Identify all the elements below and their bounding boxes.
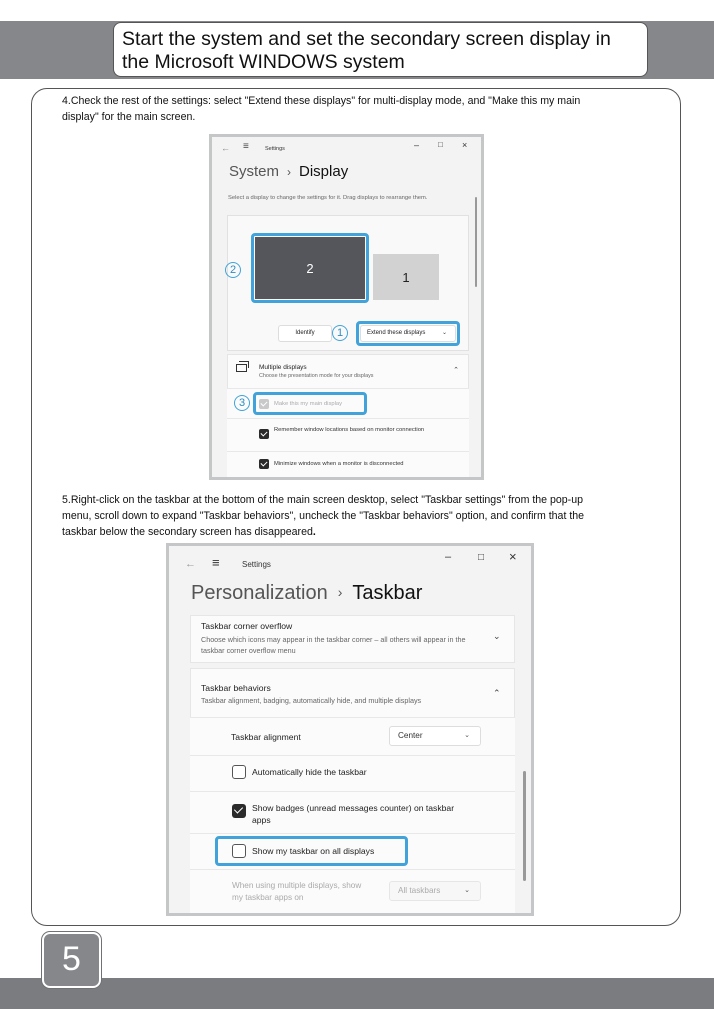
minimize-windows-checkbox[interactable]	[259, 459, 269, 469]
back-arrow-icon[interactable]: ←	[221, 143, 230, 153]
minimize-windows-label: Minimize windows when a monitor is disconnected	[274, 461, 404, 467]
footer-band	[0, 978, 714, 1009]
maximize-icon[interactable]: □	[478, 552, 485, 563]
corner-overflow-title: Taskbar corner overflow	[201, 621, 293, 631]
title-line-2: the Microsoft WINDOWS system	[122, 51, 405, 73]
step-5-period: .	[312, 526, 316, 538]
breadcrumb	[191, 582, 422, 605]
multiple-displays-icon	[236, 364, 247, 372]
step-4-line-1: 4.Check the rest of the settings: select "Extend these displays" for multi-display mode, and "Make this my main	[62, 95, 581, 107]
highlight-display-mode	[356, 321, 460, 346]
chevron-down-icon: ⌄	[464, 887, 470, 894]
remember-locations-label: Remember window locations based on monitor connection	[274, 427, 425, 433]
multi-display-apps-dropdown[interactable]	[389, 881, 481, 901]
callout-badge-3: 3	[234, 395, 250, 411]
back-arrow-icon[interactable]: ←	[185, 558, 196, 570]
taskbar-alignment-value: Center	[398, 731, 423, 740]
minimize-icon[interactable]: –	[445, 551, 452, 563]
make-main-display-label: Make this my main display	[274, 401, 342, 407]
step-4-line-2: display" for the main screen.	[62, 111, 196, 123]
multi-display-apps-label: When using multiple displays, show my taskbar apps on	[232, 881, 362, 902]
autohide-checkbox[interactable]	[232, 765, 246, 779]
step-5-line-1: 5.Right-click on the taskbar at the bottom of the main screen desktop, select "Taskbar settings" from the pop-up	[62, 494, 583, 506]
taskbar-behaviors-title: Taskbar behaviors	[201, 683, 271, 693]
step-5-line-3-text: taskbar below the secondary screen has disappeared	[62, 526, 313, 538]
scrollbar[interactable]	[475, 197, 477, 287]
taskbar-settings-screenshot	[166, 543, 534, 916]
show-badges-checkbox[interactable]	[232, 804, 246, 818]
title-line-1: Start the system and set the secondary screen display in	[122, 28, 611, 50]
page-number: 5	[42, 932, 101, 988]
highlight-all-displays	[215, 836, 408, 866]
breadcrumb	[229, 163, 348, 180]
identify-button[interactable]: Identify	[278, 325, 332, 342]
minimize-icon[interactable]: –	[414, 140, 420, 150]
hamburger-menu-icon[interactable]: ≡	[243, 141, 249, 152]
corner-overflow-subtitle: Choose which icons may appear in the taskbar corner – all others will appear in the taskbar corner overflow menu	[201, 635, 466, 655]
chevron-right-icon: ›	[287, 165, 292, 179]
autohide-label: Automatically hide the taskbar	[252, 767, 367, 777]
step-5-text	[62, 492, 584, 540]
breadcrumb-taskbar: Taskbar	[352, 582, 423, 604]
multiple-displays-title: Multiple displays	[259, 364, 307, 371]
monitor-1[interactable]: 1	[373, 254, 439, 300]
close-icon[interactable]: ×	[462, 140, 468, 150]
taskbar-behaviors-card[interactable]	[190, 668, 515, 718]
display-settings-screenshot	[209, 134, 484, 480]
breadcrumb-display: Display	[299, 163, 349, 180]
callout-badge-2: 2	[225, 262, 241, 278]
taskbar-alignment-label: Taskbar alignment	[231, 732, 301, 742]
step-4-text	[62, 93, 580, 125]
window-titlebar	[212, 137, 481, 159]
breadcrumb-system[interactable]: System	[229, 163, 280, 180]
chevron-right-icon: ›	[337, 584, 343, 600]
highlight-monitor-2	[251, 233, 369, 303]
window-app-name: Settings	[265, 146, 285, 152]
multi-display-apps-value: All taskbars	[398, 886, 441, 895]
multiple-displays-subtitle: Choose the presentation mode for your displays	[259, 373, 374, 379]
callout-badge-1: 1	[332, 325, 348, 341]
show-on-all-displays-label: Show my taskbar on all displays	[252, 846, 375, 856]
display-mode-value: Extend these displays	[367, 330, 426, 336]
page-title	[113, 22, 648, 77]
remember-locations-checkbox[interactable]	[259, 429, 269, 439]
chevron-up-icon: ⌃	[493, 688, 501, 698]
chevron-down-icon: ⌄	[493, 631, 501, 641]
step-5-line-2: menu, scroll down to expand "Taskbar behaviors", uncheck the "Taskbar behaviors" option, and confirm that the	[62, 510, 585, 522]
breadcrumb-personalization[interactable]: Personalization	[191, 582, 328, 604]
chevron-down-icon: ⌄	[464, 732, 470, 739]
taskbar-alignment-dropdown[interactable]	[389, 726, 481, 746]
hamburger-menu-icon[interactable]: ≡	[212, 555, 220, 570]
display-hint: Select a display to change the settings for it. Drag displays to rearrange them.	[228, 195, 428, 201]
step-5-line-3	[62, 524, 584, 540]
highlight-make-main-display	[253, 392, 367, 415]
chevron-up-icon: ⌃	[453, 367, 459, 374]
window-app-name: Settings	[242, 560, 271, 569]
scrollbar[interactable]	[523, 771, 526, 881]
taskbar-behaviors-subtitle: Taskbar alignment, badging, automatically hide, and multiple displays	[201, 696, 422, 705]
monitor-2[interactable]: 2	[255, 237, 365, 299]
show-badges-label: Show badges (unread messages counter) on taskbar apps	[252, 803, 455, 825]
multiple-displays-header[interactable]	[227, 354, 469, 388]
chevron-down-icon: ⌄	[441, 330, 447, 336]
close-icon[interactable]: ×	[509, 549, 517, 564]
maximize-icon[interactable]: □	[438, 140, 443, 149]
